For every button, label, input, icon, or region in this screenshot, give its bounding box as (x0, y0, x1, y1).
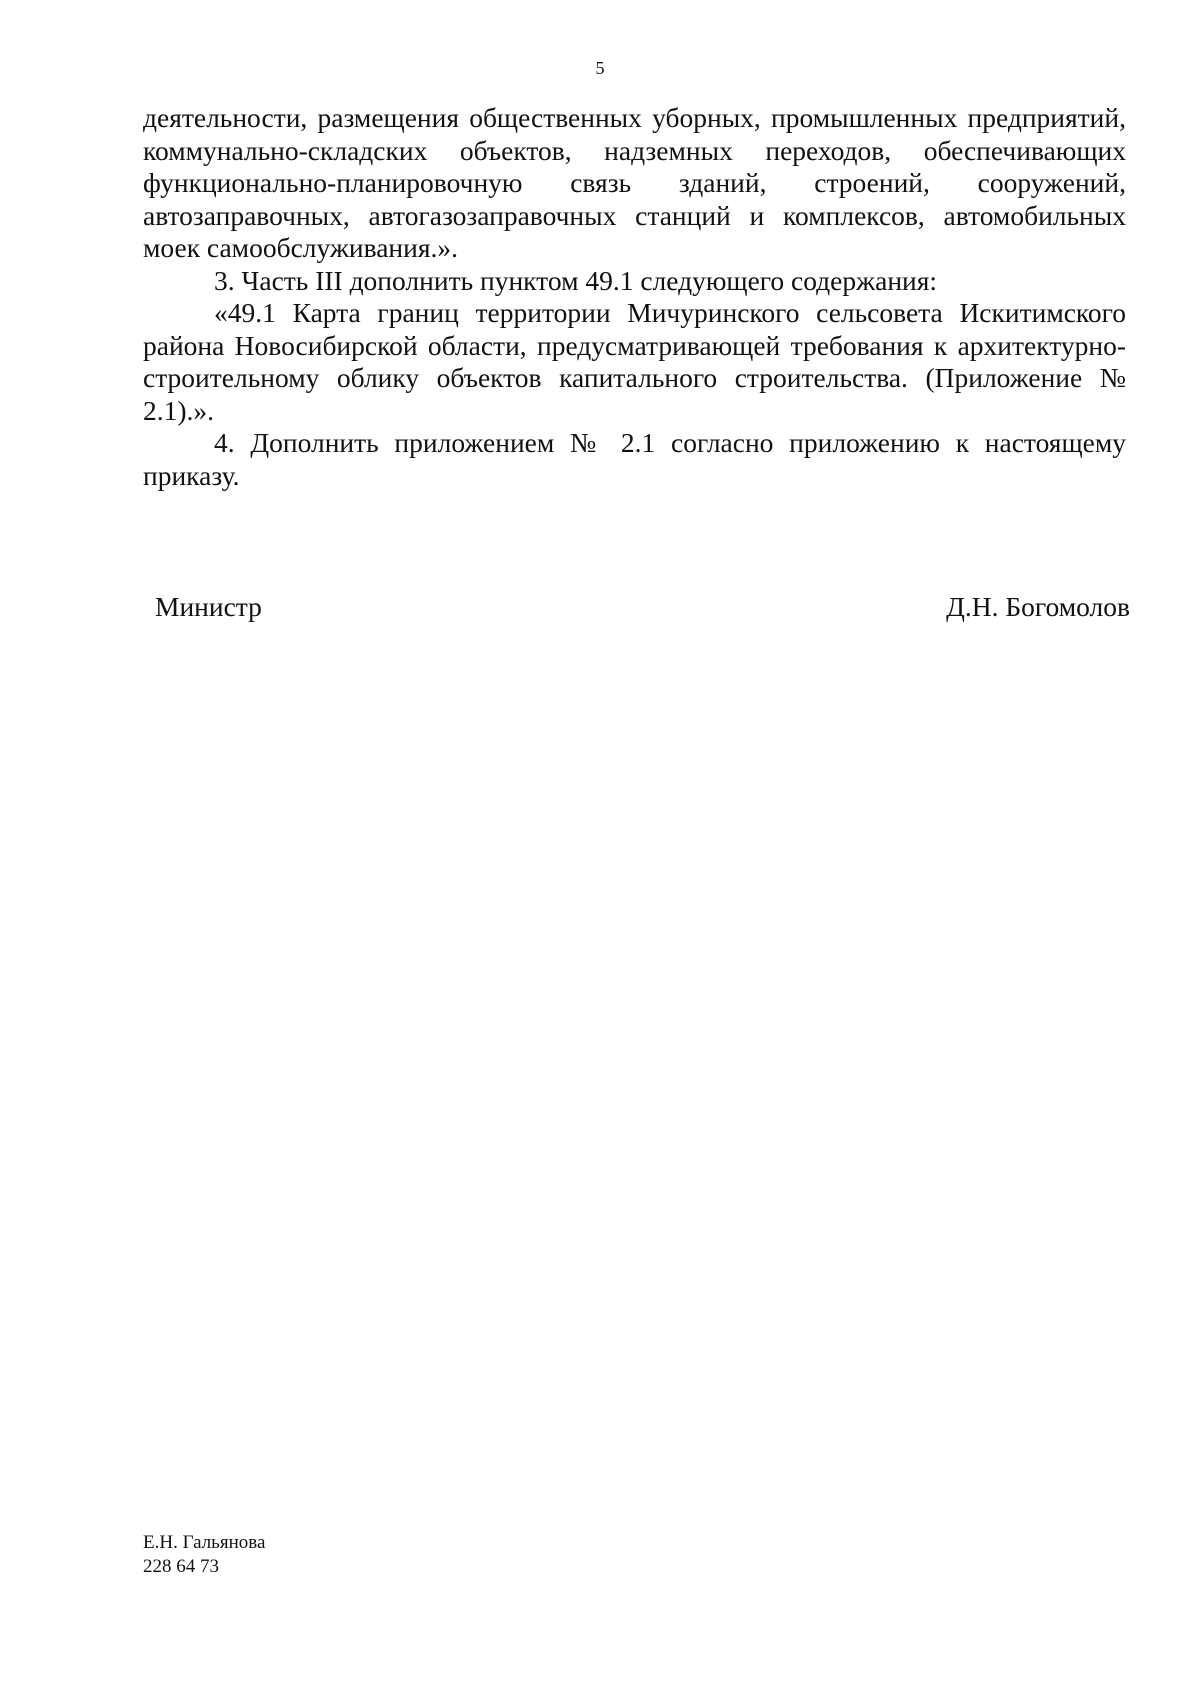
executor-phone: 228 64 73 (143, 1556, 219, 1577)
signatory-position: Министр (155, 591, 262, 622)
paragraph-item-4: 4. Дополнить приложением № 2.1 согласно приложению к настоящему приказу. (143, 427, 1126, 491)
paragraph-continuation: деятельности, размещения общественных уборных, промышленных предприятий, коммунально-складских объектов, надземных переходов, обеспечивающих функционально-планировочную связь зданий, строений, сооружений, автозаправочных, автогазозаправочных станций и комплексов, автомобильных моек самообслуживания.». (143, 102, 1126, 263)
signatory-name: Д.Н. Богомолов (946, 591, 1130, 622)
executor-name: Е.Н. Гальянова (143, 1532, 266, 1553)
document-body (143, 102, 1126, 492)
paragraph-item-49-1: «49.1 Карта границ территории Мичуринского сельсовета Искитимского района Новосибирской области, предусматривающей требования к архитектурно-строительному облику объектов капитального строительства. (Приложение № 2.1).». (143, 297, 1126, 426)
executor-footer (143, 1531, 265, 1579)
page-number: 5 (595, 58, 605, 78)
signature-block (155, 591, 1130, 623)
paragraph-item-3: 3. Часть III дополнить пунктом 49.1 следующего содержания: (214, 264, 938, 296)
